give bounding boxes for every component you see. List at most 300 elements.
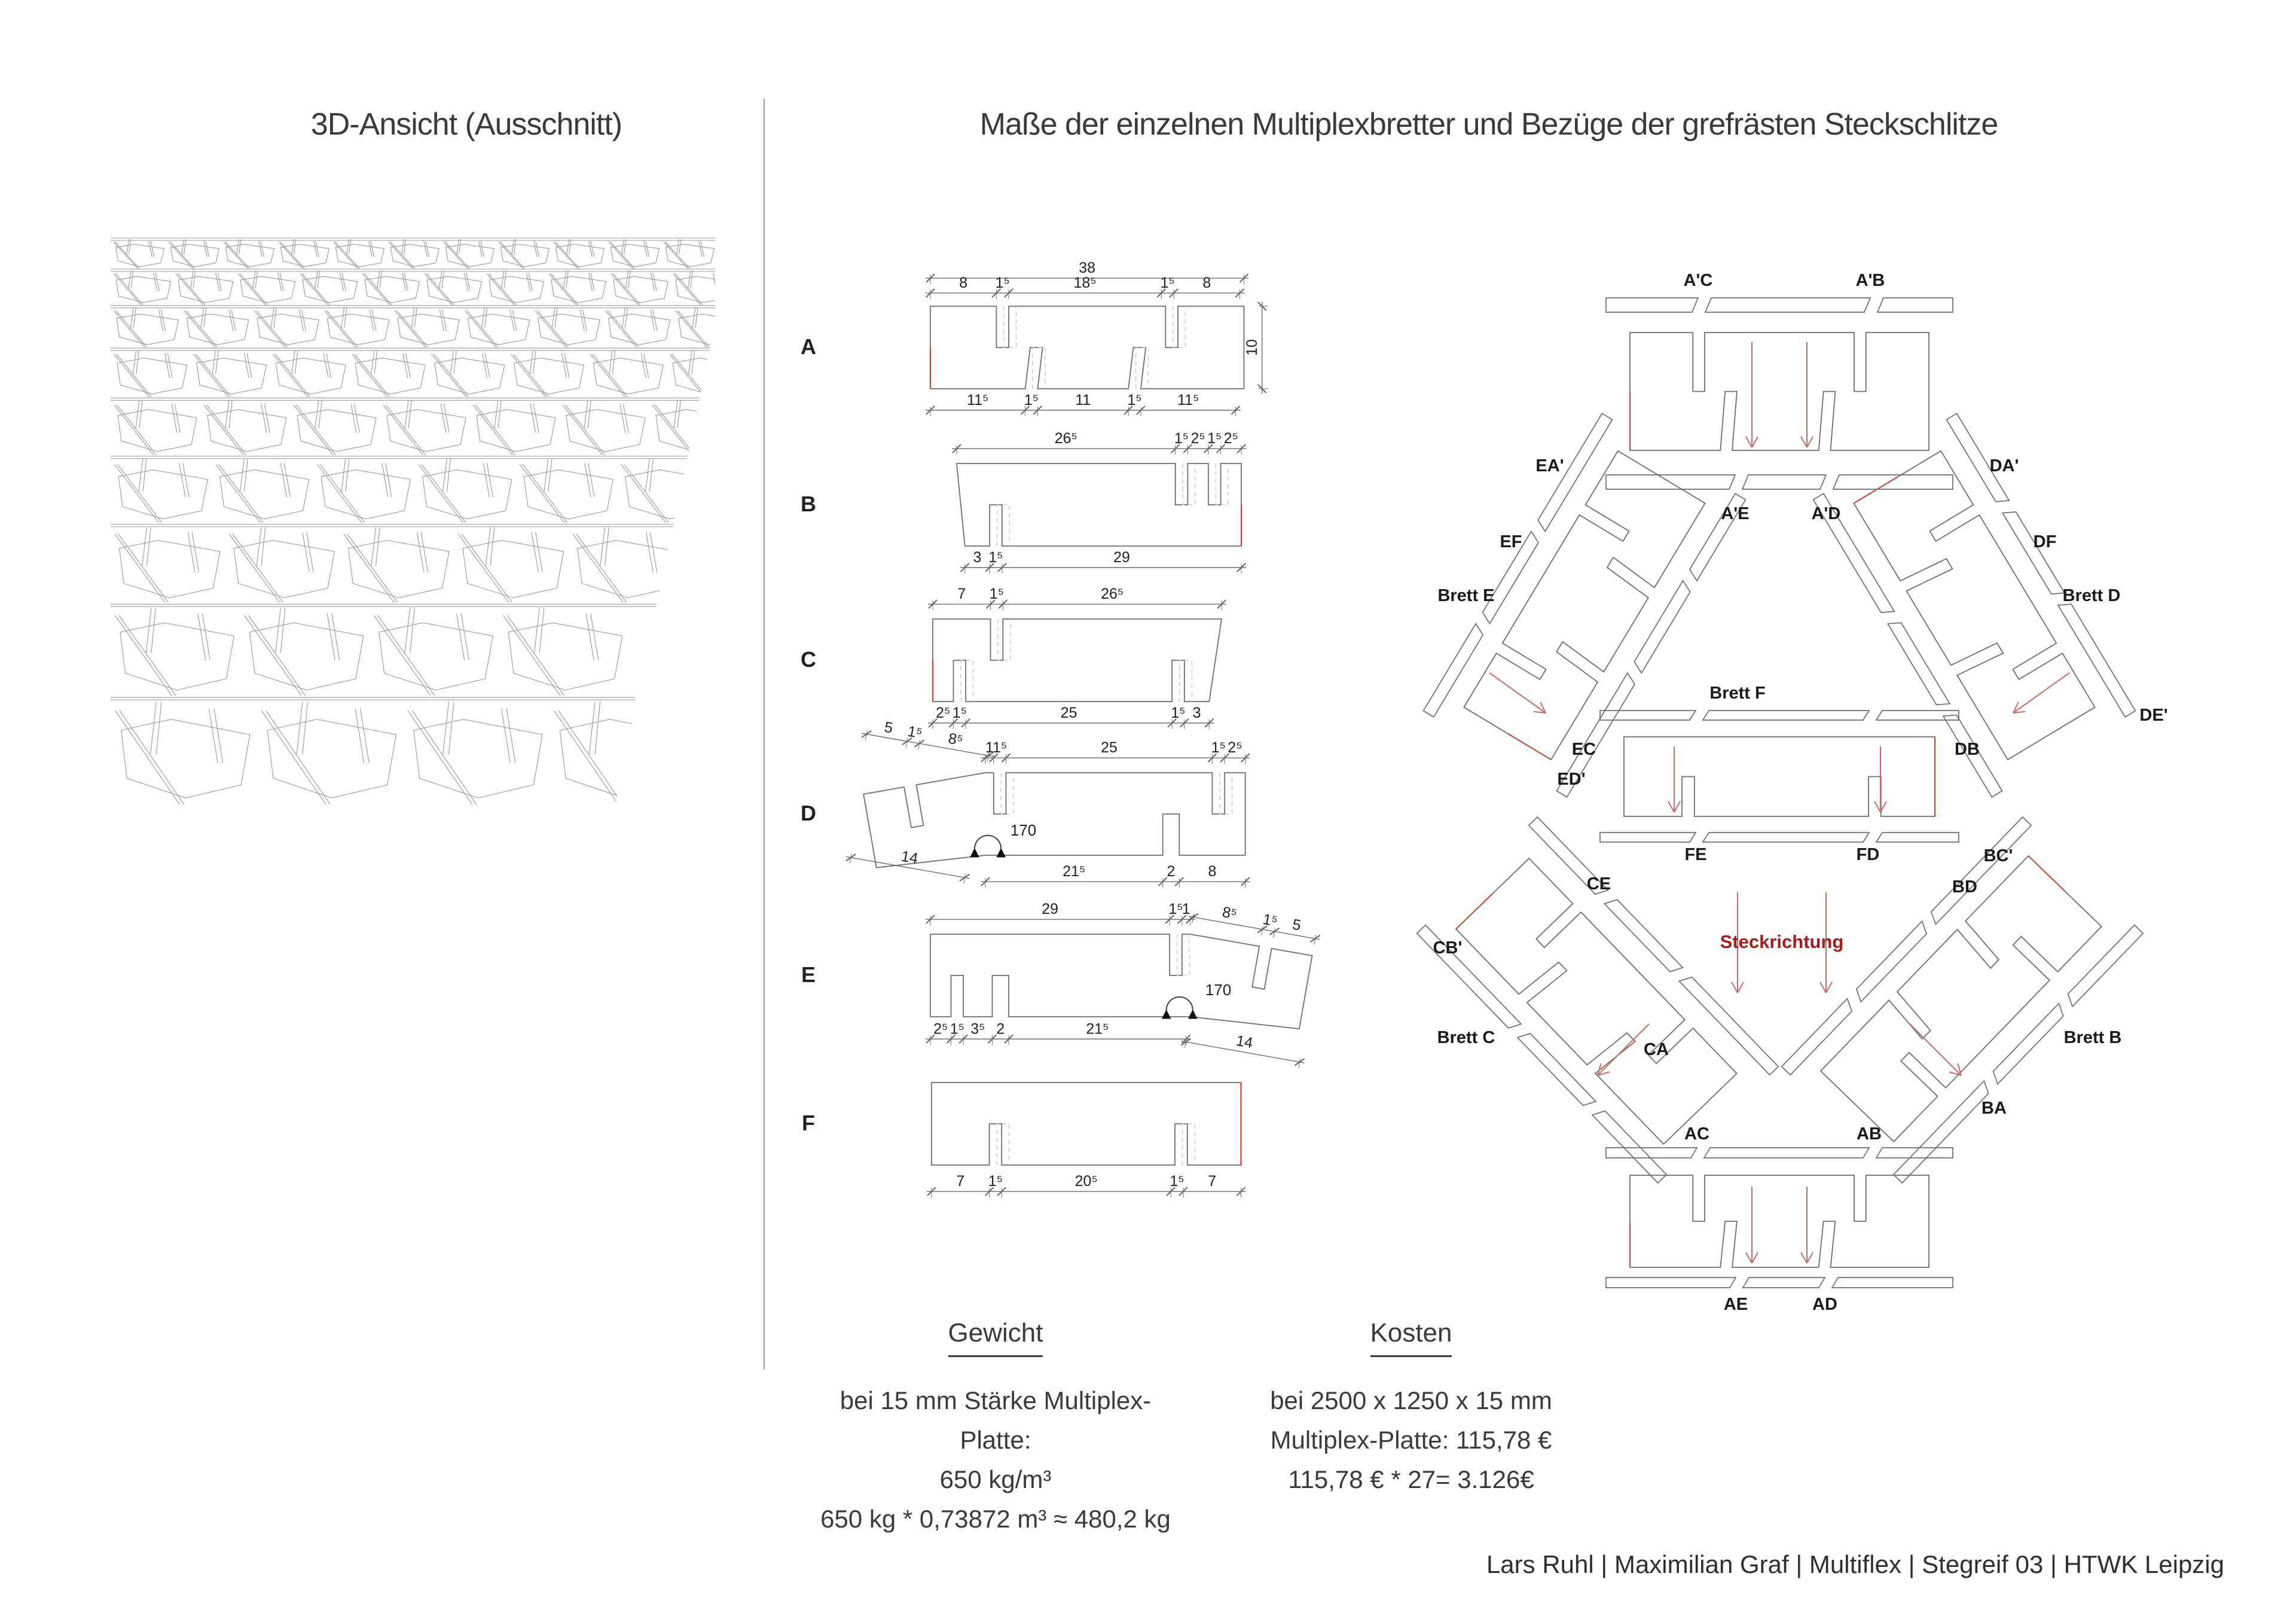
dim-label: 5: [1291, 916, 1302, 934]
drawing-path: [1592, 1106, 1666, 1183]
assembly-label-AB: A'B: [1855, 271, 1885, 290]
drawing-line: [380, 270, 382, 288]
drawing-line: [151, 608, 156, 653]
drawing-line: [482, 307, 485, 328]
drawing-path: [1606, 1278, 1736, 1288]
drawing-line: [120, 711, 184, 804]
drawing-line: [1507, 733, 1551, 760]
assembly-label-EA: EA': [1535, 456, 1564, 475]
drawing-line: [275, 354, 310, 397]
assembly-label-CE: CE: [1586, 874, 1611, 894]
drawing-line: [650, 532, 657, 572]
drawing-line: [715, 273, 719, 291]
assembly-label-AC: AC: [1684, 1124, 1709, 1144]
drawing-path: [435, 358, 505, 394]
drawing-line: [405, 400, 408, 428]
drawing-path: [1518, 1029, 1596, 1110]
drawing-line: [214, 708, 223, 763]
drawing-path: [957, 464, 1241, 546]
right-section-title: Maße der einzelnen Multiplexbretter und Bezüge der grefrästen Steckschlitze: [979, 107, 1998, 142]
drawing-path: [234, 540, 335, 597]
drawing-line: [561, 353, 566, 378]
drawing-path: [970, 849, 979, 857]
dim-label: 1⁵: [906, 722, 924, 742]
drawing-line: [369, 241, 373, 257]
drawing-path: [1743, 1278, 1825, 1288]
drawing-line: [204, 241, 207, 257]
drawing-line: [641, 353, 646, 378]
drawing-line: [280, 242, 304, 269]
drawing-line: [539, 608, 544, 653]
drawing-line: [280, 273, 283, 291]
drawing-path: [116, 276, 170, 303]
dim-label: 8: [1208, 863, 1217, 880]
drawing-line: [1746, 1252, 1752, 1263]
drawing-line: [699, 241, 703, 257]
drawing-line: [244, 459, 248, 492]
dim-label: 21⁵: [1086, 1020, 1109, 1038]
drawing-line: [159, 310, 163, 331]
drawing-path: [1852, 921, 1931, 1002]
drawing-line: [523, 464, 567, 523]
dim-label: 1⁵: [1024, 391, 1039, 408]
drawing-line: [689, 463, 695, 497]
drawing-line: [552, 307, 555, 328]
drawing-line: [386, 463, 392, 497]
drawing-path: [1876, 833, 1959, 842]
assembly-module: [1606, 298, 1953, 489]
board-drawing-B: [801, 430, 1246, 574]
drawing-path: [249, 623, 363, 690]
dim-label: 1⁵: [1262, 910, 1279, 930]
dim-label: 1: [1181, 901, 1190, 918]
drawing-line: [274, 307, 276, 328]
drawing-line: [646, 241, 649, 257]
assembly-label-BD: BD: [1952, 877, 1977, 897]
dim-label: 1⁵: [1171, 704, 1186, 721]
drawing-line: [355, 354, 389, 397]
dim-label: 7: [1208, 1173, 1217, 1190]
drawing-line: [361, 708, 370, 763]
drawing-line: [117, 464, 162, 523]
drawing-line: [117, 405, 157, 455]
angle-label: 170: [1205, 981, 1232, 999]
drawing-path: [666, 244, 715, 266]
drawing-line: [261, 528, 265, 566]
drawing-line: [691, 270, 693, 288]
drawing-line: [344, 307, 347, 328]
drawing-line: [259, 241, 262, 257]
drawing-line: [1820, 982, 1826, 993]
drawing-line: [347, 534, 398, 603]
drawing-line: [686, 463, 692, 497]
drawing-path: [365, 276, 419, 303]
drawing-line: [354, 404, 359, 433]
drawing-line: [692, 350, 695, 374]
assembly-label-DF: DF: [2033, 532, 2057, 551]
drawing-line: [178, 273, 205, 304]
board-drawing-F: [802, 1083, 1246, 1197]
weight-line: bei 15 mm Stärke Multiplex-Platte:: [839, 1386, 1152, 1454]
drawing-line: [620, 404, 625, 433]
drawing-path: [1832, 1278, 1953, 1288]
drawing-path: [240, 276, 295, 303]
drawing-line: [595, 702, 600, 755]
drawing-line: [689, 350, 692, 374]
drawing-line: [646, 459, 650, 492]
drawing-line: [349, 239, 351, 254]
drawing-path: [1703, 711, 1869, 720]
drawing-line: [510, 310, 514, 331]
drawing-path: [267, 719, 396, 798]
drawing-line: [414, 307, 417, 328]
drawing-line: [494, 400, 498, 428]
assembly-label-AE: AE: [1723, 1295, 1748, 1314]
drawing-path: [1600, 833, 1696, 842]
drawing-line: [303, 702, 308, 755]
drawing-line: [397, 310, 428, 347]
drawing-path: [656, 410, 723, 452]
dim-label: 25: [1101, 739, 1118, 757]
drawing-line: [457, 239, 459, 254]
drawing-line: [276, 608, 281, 653]
drawing-line: [206, 241, 209, 257]
drawing-line: [466, 273, 470, 291]
drawing-path: [1220, 773, 1232, 814]
drawing-line: [584, 400, 588, 428]
drawing-path: [1173, 306, 1186, 347]
drawing-line: [271, 307, 274, 328]
steck-direction-label: Steckrichtung: [1720, 931, 1844, 952]
drawing-line: [115, 273, 143, 304]
drawing-line: [628, 270, 631, 288]
drawing-path: [489, 276, 544, 303]
drawing-line: [370, 310, 374, 331]
drawing-line: [533, 404, 539, 433]
drawing-line: [411, 307, 414, 328]
assembly-label-BrettE: Brett E: [1437, 586, 1495, 605]
drawing-line: [665, 242, 689, 269]
drawing-line: [588, 400, 591, 428]
drawing-path: [1606, 1148, 1697, 1158]
assembly-label-DB: DB: [1955, 740, 1980, 759]
drawing-path: [1464, 451, 1705, 760]
drawing-line: [720, 353, 723, 378]
drawing-line: [201, 307, 204, 328]
left-section-title: 3D-Ansicht (Ausschnitt): [310, 107, 622, 142]
drawing-line: [580, 310, 584, 331]
drawing-path: [1004, 306, 1016, 347]
drawing-line: [212, 350, 215, 374]
drawing-line: [377, 270, 380, 288]
dim-label: 3: [1192, 704, 1201, 721]
drawing-line: [364, 273, 392, 304]
drawing-line: [485, 353, 490, 378]
drawing-line: [1746, 437, 1752, 447]
drawing-line: [569, 239, 571, 254]
drawing-path: [998, 619, 1010, 660]
drawing-path: [1877, 298, 1953, 312]
drawing-path: [863, 773, 1245, 868]
drawing-path: [1888, 618, 1950, 710]
drawing-path: [2002, 507, 2065, 599]
footer-credits: Lars Ruhl | Maximilian Graf | Multiflex | Stegreif 03 | HTWK Leipzig: [1486, 1550, 2224, 1578]
drawing-line: [186, 310, 217, 347]
drawing-path: [117, 358, 187, 394]
drawing-line: [192, 532, 199, 572]
drawing-line: [688, 270, 691, 288]
drawing-line: [372, 310, 376, 331]
drawing-path: [1001, 773, 1013, 814]
drawing-line: [315, 270, 317, 288]
drawing-path: [197, 358, 267, 394]
drawing-line: [498, 400, 501, 428]
drawing-line: [442, 310, 447, 331]
drawing-line: [526, 273, 530, 291]
drawing-line: [502, 708, 511, 763]
drawing-line: [649, 459, 653, 492]
assembly-label-FD: FD: [1856, 845, 1880, 864]
drawing-line: [485, 307, 487, 328]
drawing-path: [463, 540, 564, 597]
assembly-label-CB: CB': [1433, 938, 1463, 958]
drawing-line: [426, 273, 454, 304]
drawing-path: [932, 1083, 1241, 1165]
drawing-line: [444, 404, 449, 433]
drawing-path: [327, 314, 389, 344]
drawing-line: [1910, 1024, 1961, 1075]
dim-label: 3⁵: [970, 1020, 985, 1038]
drawing-path: [336, 244, 384, 266]
dim-label: 25: [1060, 704, 1077, 721]
drawing-line: [441, 404, 446, 433]
drawing-line: [261, 241, 264, 257]
drawing-line: [149, 241, 152, 257]
drawing-line: [607, 310, 639, 347]
drawing-line: [566, 270, 569, 288]
section-divider: [764, 99, 765, 1370]
drawing-path: [391, 244, 439, 266]
drawing-line: [442, 270, 444, 288]
drawing-path: [281, 244, 329, 266]
drawing-line: [692, 307, 695, 328]
assembly-label-AB: AB: [1857, 1124, 1882, 1144]
drawing-line: [1801, 437, 1807, 447]
drawing-line: [507, 615, 564, 696]
dim-label: 20⁵: [1074, 1173, 1098, 1190]
assembly-label-AD: AD: [1812, 1295, 1837, 1314]
drawing-line: [402, 273, 405, 291]
dim-label: 1⁵: [1170, 1173, 1184, 1190]
drawing-path: [468, 314, 529, 344]
drawing-path: [1183, 464, 1195, 505]
assembly-module: [1606, 1148, 1953, 1288]
drawing-line: [382, 463, 388, 497]
drawing-line: [118, 534, 169, 603]
dim-label: 11⁵: [1177, 391, 1199, 408]
weight-line: 650 kg/m³: [939, 1465, 1052, 1493]
dim-label: 21⁵: [1062, 863, 1086, 880]
drawing-line: [555, 242, 579, 269]
drawing-line: [534, 241, 538, 257]
drawing-line: [564, 353, 569, 378]
drawing-line: [167, 353, 172, 378]
drawing-path: [398, 314, 459, 344]
drawing-line: [443, 459, 447, 492]
assembly-label-BrettC: Brett C: [1437, 1028, 1495, 1047]
drawing-path: [676, 276, 723, 303]
drawing-line: [1732, 982, 1738, 993]
drawing-line: [713, 273, 716, 291]
drawing-line: [646, 532, 653, 572]
drawing-line: [233, 534, 283, 603]
dim-label: 1⁵: [988, 548, 1003, 566]
dim-label: 1⁵: [1174, 430, 1189, 447]
drawing-line: [1807, 1252, 1813, 1263]
drawing-line: [284, 463, 290, 497]
drawing-path: [538, 314, 600, 344]
weight-title: Gewicht: [948, 1313, 1043, 1357]
drawing-line: [320, 464, 365, 523]
drawing-line: [204, 307, 206, 328]
drawing-line: [146, 528, 151, 566]
drawing-path: [961, 660, 973, 702]
drawing-path: [118, 410, 197, 452]
drawing-line: [610, 242, 634, 269]
drawing-line: [129, 270, 131, 288]
board-drawing-E: [801, 898, 1323, 1069]
drawing-line: [585, 463, 591, 497]
drawing-line: [677, 400, 680, 428]
drawing-line: [451, 350, 454, 374]
drawing-line: [487, 463, 493, 497]
drawing-line: [720, 310, 723, 331]
drawing-line: [651, 310, 655, 331]
dim-label: 2: [996, 1020, 1005, 1038]
drawing-path: [187, 314, 249, 344]
drawing-line: [151, 241, 154, 257]
drawing-line: [1752, 1252, 1758, 1263]
drawing-line: [535, 608, 540, 653]
drawing-line: [1456, 894, 1492, 929]
drawing-line: [280, 608, 285, 653]
drawing-line: [710, 404, 715, 433]
dim-label: 1⁵: [1127, 391, 1142, 408]
drawing-path: [1833, 475, 1953, 489]
assembly-label-BA: BA: [1981, 1099, 2007, 1118]
drawing-line: [294, 239, 296, 254]
drawing-line: [117, 354, 151, 397]
drawing-line: [576, 534, 627, 603]
drawing-line: [1752, 437, 1758, 447]
drawing-line: [536, 241, 539, 257]
drawing-line: [179, 463, 185, 497]
drawing-line: [142, 528, 147, 566]
assembly-label-DE: DE': [2139, 706, 2168, 725]
dim-label: 10: [1243, 339, 1260, 356]
drawing-line: [229, 400, 232, 428]
drawing-path: [118, 470, 207, 519]
drawing-line: [253, 270, 255, 288]
drawing-line: [278, 273, 282, 291]
drawing-line: [371, 241, 374, 257]
dim-label: 11: [1075, 391, 1091, 408]
drawing-line: [566, 405, 605, 455]
drawing-line: [404, 239, 406, 254]
drawing-path: [220, 470, 309, 519]
drawing-line: [280, 463, 286, 497]
assembly-label-AD: A'D: [1811, 504, 1841, 523]
drawing-line: [2028, 856, 2065, 891]
drawing-line: [1801, 1252, 1807, 1263]
drawing-line: [139, 400, 142, 428]
dim-label: 14: [1235, 1032, 1254, 1052]
weight-block: [813, 1313, 1178, 1539]
board-letter: F: [802, 1111, 815, 1135]
drawing-line: [315, 400, 319, 428]
dim-label: 7: [956, 1173, 965, 1190]
drawing-line: [207, 405, 246, 455]
drawing-line: [426, 241, 429, 257]
drawing-line: [483, 353, 487, 378]
drawing-path: [1606, 298, 1698, 312]
drawing-line: [237, 239, 239, 254]
drawing-path: [414, 719, 542, 798]
drawing-path: [608, 314, 670, 344]
drawing-line: [247, 353, 252, 378]
board-letter: D: [801, 801, 816, 825]
drawing-line: [378, 615, 435, 696]
drawing-line: [172, 404, 177, 433]
drawing-line: [548, 459, 552, 492]
drawing-line: [479, 241, 483, 257]
drawing-line: [483, 463, 489, 497]
drawing-path: [1782, 999, 1856, 1075]
drawing-line: [319, 400, 322, 428]
drawing-line: [403, 353, 408, 378]
drawing-path: [593, 358, 663, 394]
dim-label: 3: [973, 548, 982, 566]
drawing-line: [624, 464, 669, 523]
drawing-line: [240, 273, 267, 304]
drawing-path: [423, 470, 512, 519]
drawing-line: [307, 532, 313, 572]
drawing-path: [116, 244, 164, 266]
drawing-line: [605, 528, 609, 566]
drawing-line: [133, 307, 136, 328]
drawing-line: [713, 404, 718, 433]
dim-label: 1⁵: [993, 739, 1007, 757]
dim-label: 29: [1042, 901, 1059, 918]
drawing-path: [379, 623, 493, 690]
drawing-line: [464, 273, 468, 291]
drawing-line: [677, 239, 679, 254]
board-letter: E: [801, 962, 816, 987]
drawing-line: [653, 708, 662, 763]
drawing-line: [175, 404, 180, 433]
drawing-line: [341, 307, 344, 328]
assembly-module: [1417, 817, 1778, 1183]
board-letter: A: [801, 334, 816, 359]
drawing-line: [457, 614, 465, 660]
drawing-path: [2064, 925, 2143, 1007]
drawing-line: [402, 239, 404, 254]
drawing-line: [588, 463, 594, 497]
dim-label: 8: [959, 274, 968, 291]
drawing-path: [207, 410, 286, 452]
dim-label: 5: [883, 718, 894, 737]
drawing-line: [1668, 801, 1674, 812]
